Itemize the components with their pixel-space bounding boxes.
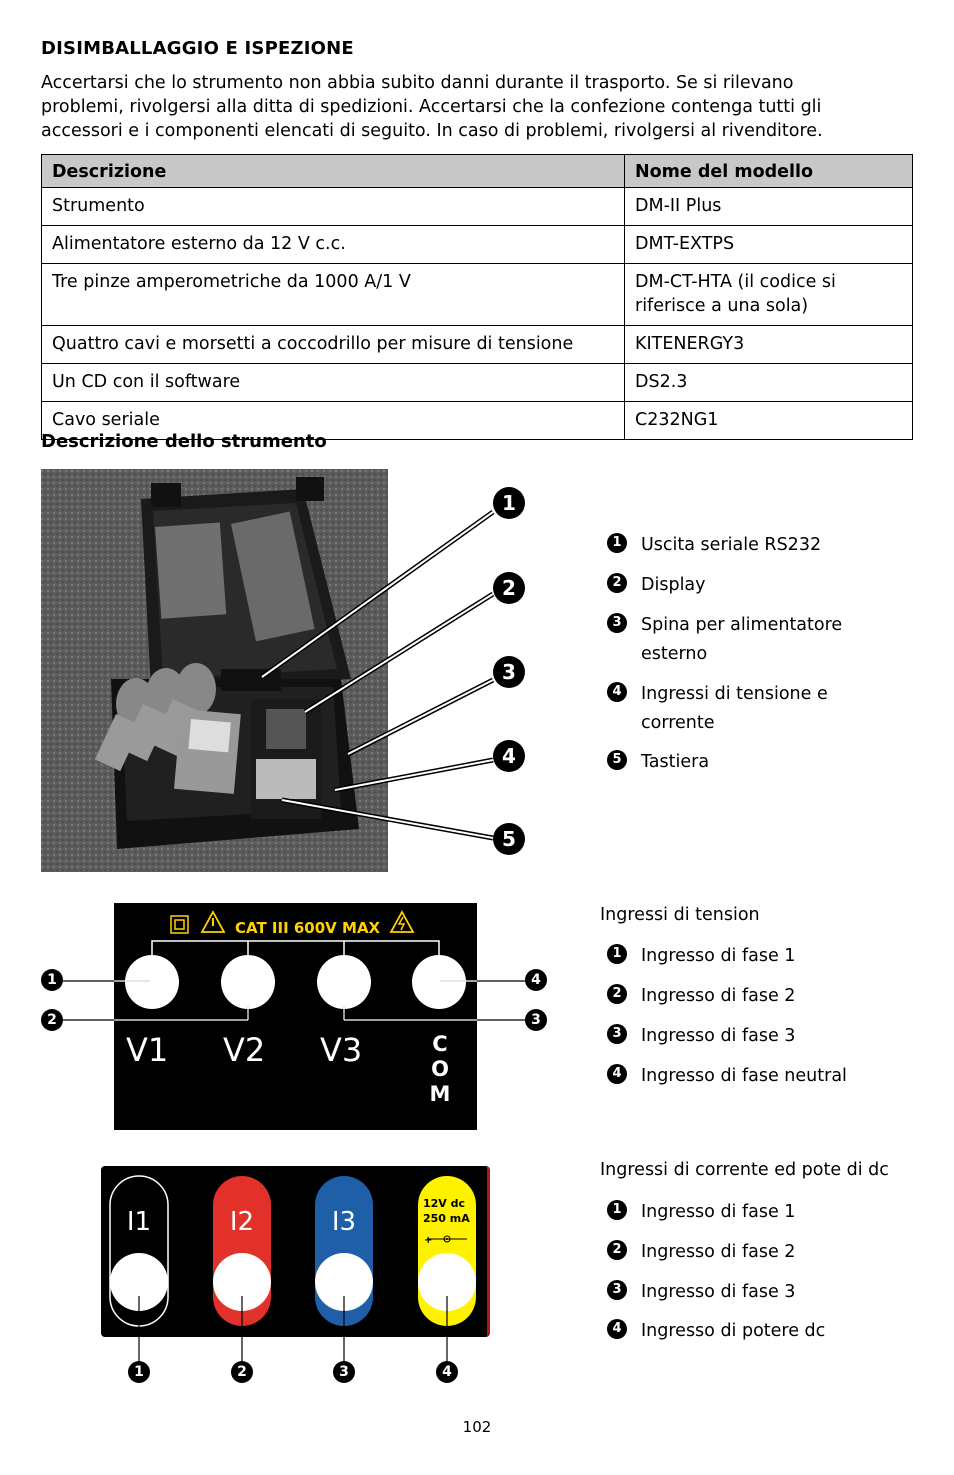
number-badge: 4: [607, 1319, 627, 1339]
table-cell: Cavo seriale: [42, 402, 625, 440]
dc-label-current: 250 mA: [423, 1212, 470, 1225]
intro-line: accessori e i componenti elencati di seguito. In caso di problemi, rivolgersi al rivenditore.: [41, 121, 823, 141]
number-badge: 3: [607, 1024, 627, 1044]
voltage-inputs-title: Ingressi di tension: [600, 905, 760, 925]
photo-callout-4: 4: [493, 740, 525, 772]
terminal-v1: [125, 955, 179, 1009]
table-cell: DM-II Plus: [625, 188, 913, 226]
table-row: [42, 326, 913, 364]
list-item-label: Ingressi di tensione e corrente: [641, 684, 828, 733]
terminal-label-i2: I2: [229, 1207, 255, 1237]
number-badge: 3: [607, 613, 627, 633]
instrument-photo-drawing: [41, 469, 388, 872]
list-item-label: Ingresso di fase 3: [641, 1282, 796, 1302]
instrument-photo: [41, 469, 388, 872]
current-panel-drawing: [101, 1166, 487, 1337]
terminal-com: [412, 955, 466, 1009]
voltage-inputs-list: [607, 942, 907, 1102]
terminal-v2: [221, 955, 275, 1009]
current-inputs-list: [607, 1198, 907, 1358]
intro-line: problemi, rivolgersi alla ditta di spedizioni. Accertarsi che la confezione contenga tutti gli: [41, 97, 822, 117]
section-title: DISIMBALLAGGIO E ISPEZIONE: [41, 38, 354, 59]
intro-paragraph: [41, 71, 911, 143]
table-cell: Alimentatore esterno da 12 V c.c.: [42, 226, 625, 264]
photo-callout-3: 3: [493, 656, 525, 688]
list-item-label: Spina per alimentatore esterno: [641, 615, 843, 664]
dc-label-voltage: 12V dc: [423, 1197, 466, 1210]
voltage-inputs-panel: [114, 903, 477, 1130]
number-badge: 2: [607, 573, 627, 593]
voltage-callout-2: 2: [41, 1009, 63, 1031]
current-callout-3: 3: [333, 1361, 355, 1383]
number-badge: 2: [607, 1240, 627, 1260]
voltage-panel-drawing: [114, 903, 477, 1130]
table-cell: Tre pinze amperometriche da 1000 A/1 V: [42, 264, 625, 326]
terminal-label-i3: I3: [331, 1207, 357, 1237]
list-item-label: Ingresso di fase 2: [641, 986, 796, 1006]
number-badge: 2: [607, 984, 627, 1004]
column-header-description: Descrizione: [42, 155, 625, 188]
page-number: 102: [462, 1418, 492, 1436]
instrument-parts-list: [607, 531, 907, 791]
table-row: [42, 364, 913, 402]
terminal-label-v3: V3: [320, 1031, 363, 1069]
photo-callout-2: 2: [493, 572, 525, 604]
table-cell: C232NG1: [625, 402, 913, 440]
number-badge: 1: [607, 944, 627, 964]
terminal-label-v1: V1: [126, 1031, 169, 1069]
table-cell: DM-CT-HTA (il codice si riferisce a una sola): [625, 264, 913, 326]
number-badge: 3: [607, 1280, 627, 1300]
current-callout-4: 4: [436, 1361, 458, 1383]
column-header-model: Nome del modello: [625, 155, 913, 188]
photo-callout-1: 1: [493, 487, 525, 519]
terminal-label-i1: I1: [126, 1207, 152, 1237]
list-item-label: Display: [641, 575, 706, 595]
current-callout-1: 1: [128, 1361, 150, 1383]
table-row: [42, 188, 913, 226]
current-callout-2: 2: [231, 1361, 253, 1383]
list-item-label: Ingresso di fase neutral: [641, 1066, 847, 1086]
number-badge: 1: [607, 1200, 627, 1220]
number-badge: 4: [607, 1064, 627, 1084]
table-cell: DMT-EXTPS: [625, 226, 913, 264]
cat-rating-label: CAT III 600V MAX: [235, 919, 381, 937]
list-item-label: Ingresso di fase 1: [641, 1202, 796, 1222]
table-cell: Quattro cavi e morsetti a coccodrillo per misure di tensione: [42, 326, 625, 364]
current-inputs-title: Ingressi di corrente ed pote di dc: [600, 1160, 889, 1180]
table-cell: DS2.3: [625, 364, 913, 402]
list-item-label: Ingresso di potere dc: [641, 1321, 826, 1341]
voltage-callout-4: 4: [525, 969, 547, 991]
terminal-v3: [317, 955, 371, 1009]
photo-callout-5: 5: [493, 823, 525, 855]
number-badge: 4: [607, 682, 627, 702]
number-badge: 1: [607, 533, 627, 553]
list-item-label: Ingresso di fase 2: [641, 1242, 796, 1262]
table-cell: Un CD con il software: [42, 364, 625, 402]
terminal-label-com: C O M: [429, 1032, 449, 1106]
table-header-row: [42, 155, 913, 188]
table-cell: Strumento: [42, 188, 625, 226]
accessories-table: [41, 154, 913, 440]
list-item-label: Uscita seriale RS232: [641, 535, 822, 555]
list-item-label: Ingresso di fase 1: [641, 946, 796, 966]
voltage-callout-3: 3: [525, 1009, 547, 1031]
table-cell: KITENERGY3: [625, 326, 913, 364]
list-item-label: Ingresso di fase 3: [641, 1026, 796, 1046]
svg-text:+: +: [424, 1235, 433, 1246]
current-inputs-panel: [101, 1166, 490, 1337]
terminal-label-v2: V2: [223, 1031, 266, 1069]
number-badge: 5: [607, 750, 627, 770]
voltage-callout-1: 1: [41, 969, 63, 991]
table-row: [42, 264, 913, 326]
intro-line: Accertarsi che lo strumento non abbia subito danni durante il trasporto. Se si rilevano: [41, 73, 794, 93]
table-row: [42, 226, 913, 264]
instrument-section-title: Descrizione dello strumento: [41, 431, 327, 452]
list-item-label: Tastiera: [641, 752, 710, 772]
